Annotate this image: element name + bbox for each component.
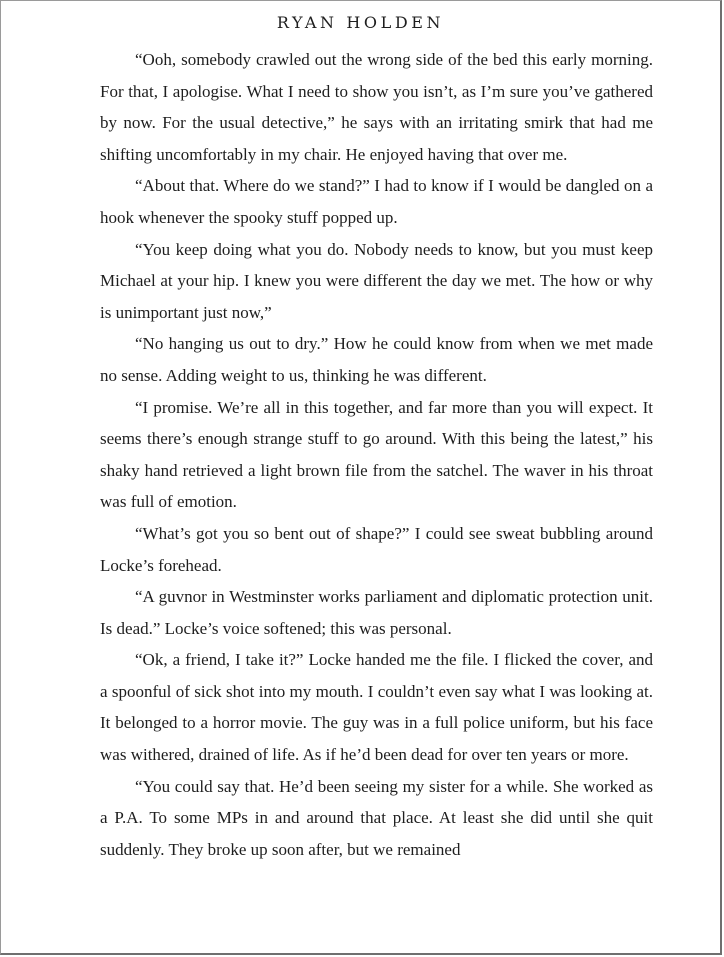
paragraph: “You could say that. He’d been seeing my sister for a while. She worked as a P.A. To some MPs in and around that place. At least she did until she quit suddenly. They broke up soon after, but we remained xyxy=(100,776,653,859)
paragraph: “Ooh, somebody crawled out the wrong side of the bed this early morning. For that, I apologise. What I need to show you isn’t, as I’m sure you’ve gathered by now. For the usual detective,” he says with an irritating smirk that had me shifting uncomfortably in my chair. He enjoyed having that over me. xyxy=(100,50,653,164)
paragraph: “I promise. We’re all in this together, and far more than you will expect. It seems there’s enough strange stuff to go around. With this being the latest,” his shaky hand retrieved a light brown file from the satchel. The waver in his throat was full of emotion. xyxy=(100,397,653,512)
paragraph: “You keep doing what you do. Nobody needs to know, but you must keep Michael at your hip. I knew you were different the day we met. The how or why is unimportant just now,” xyxy=(100,239,653,322)
paragraph: “Ok, a friend, I take it?” Locke handed me the file. I flicked the cover, and a spoonful of sick shot into my mouth. I couldn’t even say what I was looking at. It belonged to a horror movie. The guy was in a full police uniform, but his face was withered, drained of life. As if he’d been dead for over ten years or more. xyxy=(100,650,653,765)
body-text xyxy=(100,44,653,865)
paragraph: “About that. Where do we stand?” I had to know if I would be dangled on a hook whenever the spooky stuff popped up. xyxy=(100,176,653,227)
paragraph: “A guvnor in Westminster works parliament and diplomatic protection unit. Is dead.” Locke’s voice softened; this was personal. xyxy=(100,587,653,638)
paragraph: “No hanging us out to dry.” How he could know from when we met made no sense. Adding weight to us, thinking he was different. xyxy=(100,334,653,385)
running-head-author: RYAN HOLDEN xyxy=(276,13,445,32)
paragraph: “What’s got you so bent out of shape?” I could see sweat bubbling around Locke’s forehead. xyxy=(100,523,653,575)
